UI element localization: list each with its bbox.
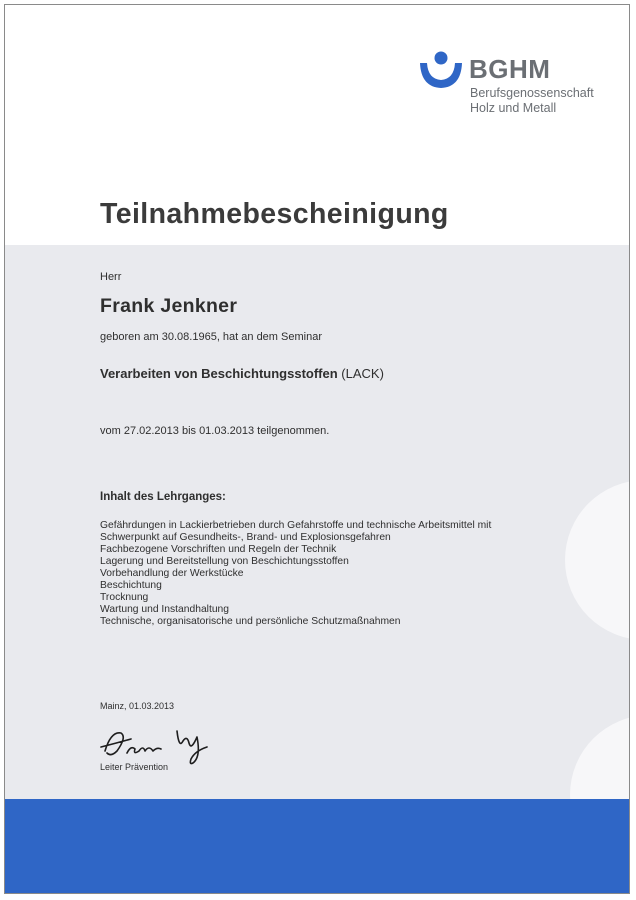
seminar-code: (LACK)	[337, 366, 384, 381]
signature	[97, 721, 237, 765]
contents-heading: Inhalt des Lehrganges:	[100, 491, 226, 503]
seminar-line	[100, 366, 384, 381]
list-item: Wartung und Instandhaltung	[100, 604, 229, 615]
place-date: Mainz, 01.03.2013	[100, 701, 175, 711]
list-item: Vorbehandlung der Werkstücke	[100, 568, 244, 579]
certificate-page	[4, 4, 630, 894]
list-item: Beschichtung	[100, 580, 162, 591]
salutation: Herr	[100, 271, 122, 283]
participant-name: Frank Jenkner	[100, 295, 238, 317]
list-item: Fachbezogene Vorschriften und Regeln der Technik	[100, 544, 337, 555]
footer-band	[5, 799, 629, 894]
list-item: Trocknung	[100, 592, 149, 603]
list-item: Schwerpunkt auf Gesundheits-, Brand- und Explosionsgefahren	[100, 532, 391, 543]
document-title: Teilnahmebescheinigung	[100, 198, 449, 230]
logo-organisation-line2: Holz und Metall	[470, 101, 557, 115]
logo-organisation-line1: Berufsgenossenschaft	[470, 86, 594, 100]
birth-date-text: geboren am 30.08.1965, hat an dem Seminar	[100, 331, 322, 343]
decorative-circle	[565, 480, 630, 640]
bghm-logo-icon	[417, 51, 467, 91]
list-item: Technische, organisatorische und persönliche Schutzmaßnahmen	[100, 616, 401, 627]
participation-dates: vom 27.02.2013 bis 01.03.2013 teilgenommen.	[100, 425, 330, 437]
contents-list	[100, 520, 491, 628]
logo-abbreviation: BGHM	[469, 54, 551, 84]
list-item: Lagerung und Bereitstellung von Beschichtungsstoffen	[100, 556, 349, 567]
bghm-logo	[417, 51, 607, 121]
signer-role: Leiter Prävention	[100, 762, 169, 772]
seminar-title: Verarbeiten von Beschichtungsstoffen	[100, 366, 338, 381]
list-item: Gefährdungen in Lackierbetrieben durch Gefahrstoffe und technische Arbeitsmittel mit	[100, 520, 492, 531]
